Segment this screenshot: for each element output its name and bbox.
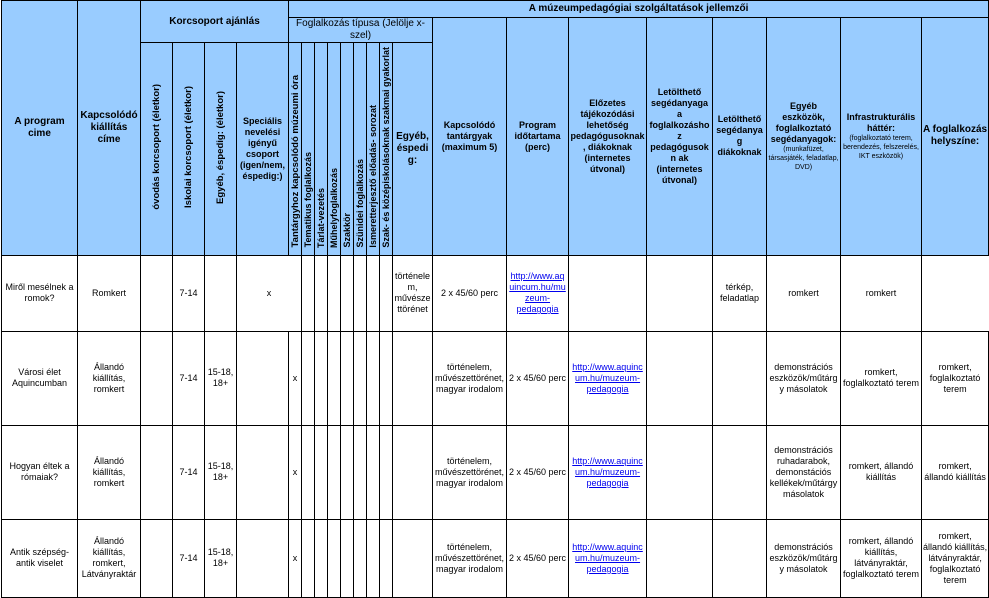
header-program-cime: A program cime xyxy=(2,1,78,256)
cell-idotartam: 2 x 45/60 perc xyxy=(433,255,507,331)
cell-infra: romkert xyxy=(767,255,841,331)
cell-ovodas xyxy=(141,255,173,331)
cell-infra: romkert, foglalkoztató terem xyxy=(841,331,922,425)
cell-tantargyhoz-x: x xyxy=(289,519,302,597)
cell-tantargyak: történelem, művészettörénet, magyar irodalom xyxy=(433,425,507,519)
header-letoltheto-diak: Letölthető segédanyag diákoknak xyxy=(713,18,767,256)
cell-eszkozok: demonstrációs eszközök/műtárgy másolatok xyxy=(767,331,841,425)
elozetes-link[interactable]: http://www.aquincum.hu/muzeum-pedagogia xyxy=(572,361,643,394)
cell-eszkozok: térkép, feladatlap xyxy=(713,255,767,331)
header-helyszin: A foglalkozás helyszíne: xyxy=(922,18,989,256)
cell-kiallitas: Állandó kiállítás, romkert xyxy=(78,425,141,519)
cell-helyszin: romkert xyxy=(841,255,922,331)
header-egyeb-eszkozok xyxy=(767,18,841,256)
egyeb-eszkozok-title: Egyéb eszközök, foglalkoztató segédanyagok: xyxy=(770,100,837,144)
cell-egyeb-kor: 15-18, 18+ xyxy=(205,331,237,425)
header-iskolai-korcsoport: Iskolai korcsoport (életkor) xyxy=(173,43,205,256)
cell-specialis xyxy=(237,519,289,597)
cell-infra: romkert, állandó kiállítás, látványraktár, foglalkoztató terem xyxy=(841,519,922,597)
header-infrastruktura xyxy=(841,18,922,256)
header-tipus-szunidei: Szünidei foglalkozás xyxy=(354,43,367,256)
cell-iskolai: 7-14 xyxy=(173,425,205,519)
cell-idotartam: 2 x 45/60 perc xyxy=(507,519,569,597)
cell-tantargyak: történelem, művészettörénet, magyar irodalom xyxy=(433,331,507,425)
header-muzeumpedagogiai: A múzeumpedagógiai szolgáltatások jellemzői xyxy=(289,1,989,18)
cell-eszkozok: demonstrációs eszközök/műtárgy másolatok xyxy=(767,519,841,597)
header-tipus-muhely: Műhelyfoglalkozás xyxy=(328,43,341,256)
cell-ovodas xyxy=(141,519,173,597)
header-egyeb-korcsoport: Egyéb, éspedig: (életkor) xyxy=(205,43,237,256)
cell-tantargyhoz-x: x xyxy=(289,331,302,425)
header-tipus-tantargyhoz: Tantárgyhoz kapcsolódó múzeumi óra xyxy=(289,43,302,256)
infra-sub: (foglalkoztató terem, berendezés, felszerelés, IKT eszközök) xyxy=(843,134,919,160)
cell-kiallitas: Állandó kiállítás, romkert xyxy=(78,331,141,425)
elozetes-link[interactable]: http://www.aquincum.hu/muzeum-pedagogia xyxy=(572,541,643,574)
cell-helyszin: romkert, állandó kiállítás, látványraktár, foglalkoztató terem xyxy=(922,519,989,597)
cell-tantargyak: történelem, művészettörénet, magyar irodalom xyxy=(433,519,507,597)
cell-specialis xyxy=(237,331,289,425)
header-specialis: Speciális nevelési igényű csoport (igen/nem, éspedig:) xyxy=(237,43,289,256)
header-tipus-szakmai-gyakorlat: Szak- és középiskolásoknak szakmai gyakorlat xyxy=(380,43,393,256)
cell-ovodas xyxy=(141,331,173,425)
table-row xyxy=(2,255,989,331)
elozetes-link[interactable]: http://www.aquincum.hu/muzeum-pedagogia xyxy=(509,271,566,315)
elozetes-link[interactable]: http://www.aquincum.hu/muzeum-pedagogia xyxy=(572,455,643,488)
cell-tantargyak: történelem, művészettörénet xyxy=(393,255,433,331)
cell-egyeb-kor: 15-18, 18+ xyxy=(205,425,237,519)
program-table xyxy=(1,0,989,598)
table-row xyxy=(2,331,989,425)
header-kapcsolodo-kiallitas: Kapcsolódó kiállítás címe xyxy=(78,1,141,256)
cell-program-cime: Antik szépség-antik viselet xyxy=(2,519,78,597)
cell-egyeb-kor: 15-18, 18+ xyxy=(205,519,237,597)
cell-helyszin: romkert, foglalkoztató terem xyxy=(922,331,989,425)
header-tipus-szakkor: Szakkör xyxy=(341,43,354,256)
cell-link xyxy=(569,425,647,519)
header-egyeb-espedig: Egyéb, éspedig: xyxy=(393,43,433,256)
cell-iskolai: 7-14 xyxy=(173,331,205,425)
cell-ovodas xyxy=(141,425,173,519)
cell-idotartam: 2 x 45/60 perc xyxy=(507,331,569,425)
table-row xyxy=(2,519,989,597)
header-elozetes: Előzetes tájékozódási lehetőség pedagógusoknak, diákoknak (internetes útvonal) xyxy=(569,18,647,256)
header-foglalkozas-tipusa: Foglalkozás típusa (Jelölje x-szel) xyxy=(289,18,433,43)
cell-tantargyhoz-x: x xyxy=(237,255,302,331)
cell-program-cime: Miről mesélnek a romok? xyxy=(2,255,78,331)
header-tipus-ismeretterjeszto: Ismeretterjesztő előadás- sorozat xyxy=(367,43,380,256)
cell-iskolai: 7-14 xyxy=(173,519,205,597)
header-tipus-tematikus: Tematikus foglalkozás xyxy=(302,43,315,256)
egyeb-eszkozok-sub: (munkafüzet, társasjáték, feladatlap, DVD) xyxy=(768,145,839,171)
cell-specialis xyxy=(237,425,289,519)
cell-iskolai: 7-14 xyxy=(173,255,205,331)
cell-program-cime: Hogyan éltek a rómaiak? xyxy=(2,425,78,519)
cell-tantargyhoz-x: x xyxy=(289,425,302,519)
cell-helyszin: romkert, állandó kiállítás xyxy=(922,425,989,519)
cell-program-cime: Városi élet Aquincumban xyxy=(2,331,78,425)
header-program-idotartama: Program időtartama (perc) xyxy=(507,18,569,256)
header-kapcsolodo-tantargyak: Kapcsolódó tantárgyak (maximum 5) xyxy=(433,18,507,256)
cell-eszkozok: demonstrációs ruhadarabok, demonstációs kellékek/műtárgy másolatok xyxy=(767,425,841,519)
cell-link xyxy=(507,255,569,331)
header-tipus-tarlatvezetes: Tárlat-vezetés xyxy=(315,43,328,256)
header-letoltheto-pedagogus: Letölthető segédanyaga a foglalkozáshoz pedagógusokn ak (internetes útvonal) xyxy=(647,18,713,256)
cell-link xyxy=(569,331,647,425)
cell-egyeb-kor xyxy=(205,255,237,331)
cell-idotartam: 2 x 45/60 perc xyxy=(507,425,569,519)
cell-kiallitas: Állandó kiállítás, romkert, Látványraktár xyxy=(78,519,141,597)
header-ovodas-korcsoport: óvodás korcsoport (életkor) xyxy=(141,43,173,256)
cell-kiallitas: Romkert xyxy=(78,255,141,331)
table-row xyxy=(2,425,989,519)
cell-link xyxy=(569,519,647,597)
infra-title: Infrastrukturális háttér: xyxy=(846,111,916,133)
cell-infra: romkert, állandó kiállítás xyxy=(841,425,922,519)
header-korcsoport-ajanlas: Korcsoport ajánlás xyxy=(141,1,289,43)
